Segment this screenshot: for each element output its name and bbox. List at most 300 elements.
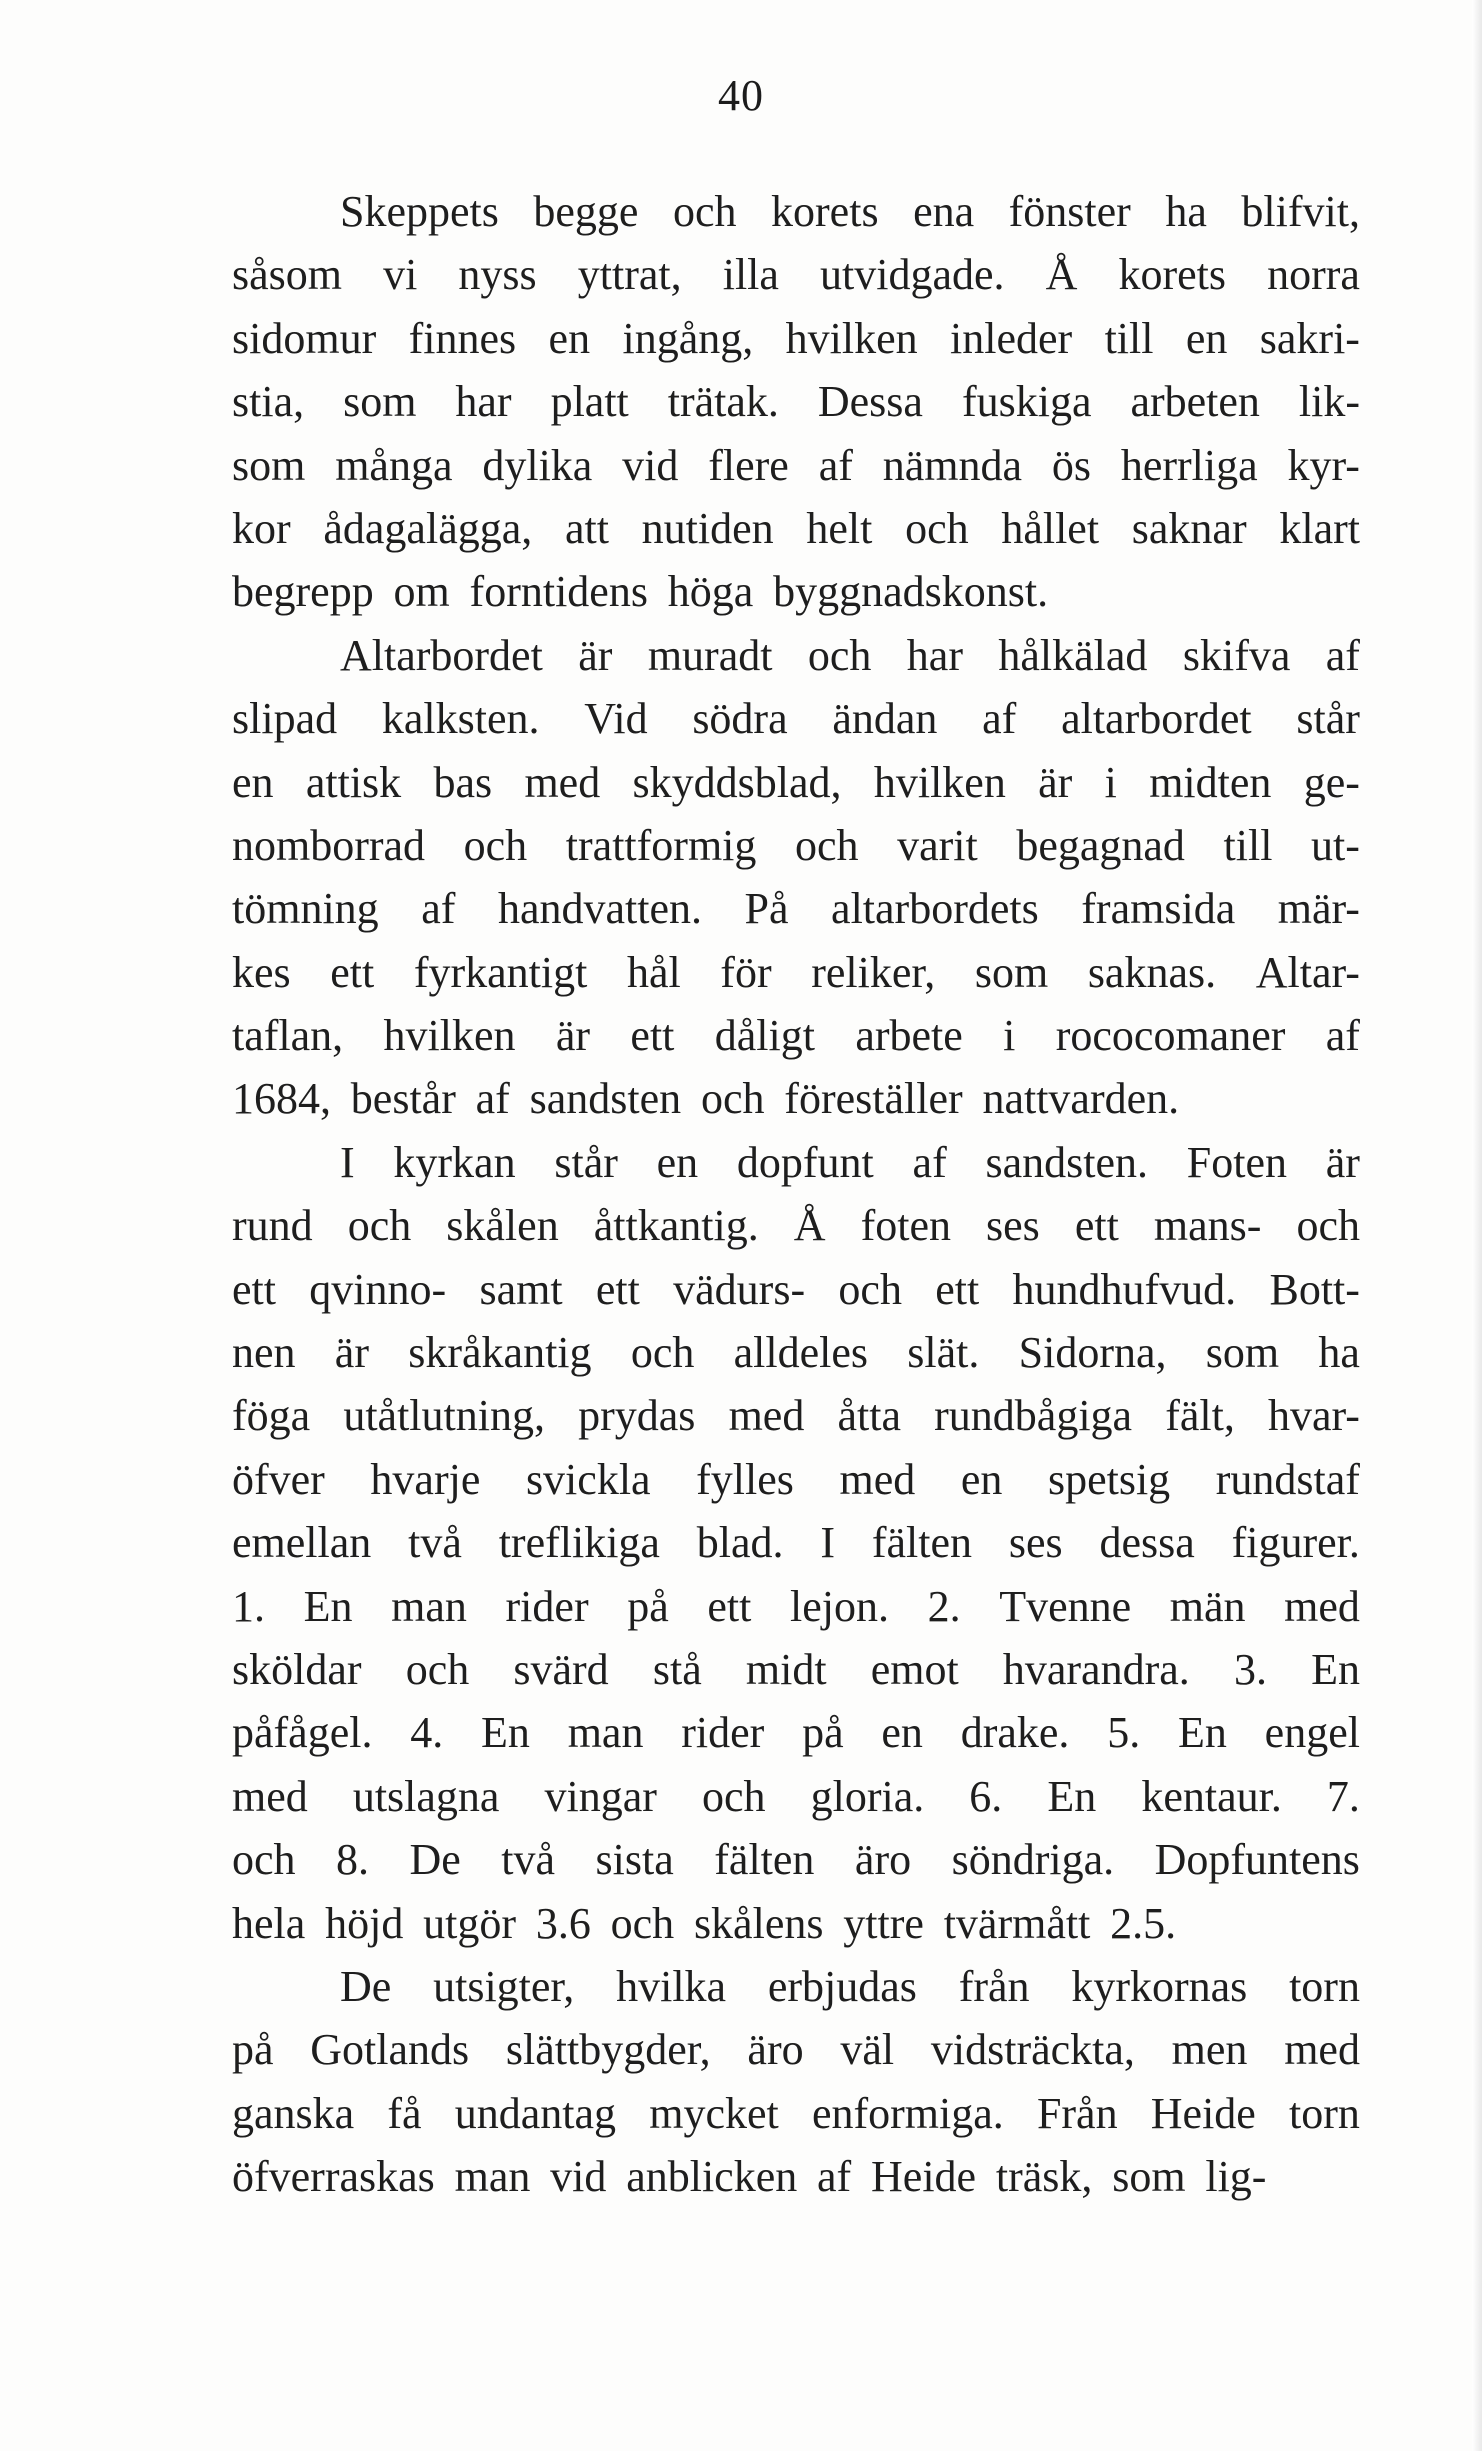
word: nomborrad <box>232 820 426 870</box>
word: Heide <box>1150 2088 1256 2138</box>
word: är <box>1038 757 1073 807</box>
word: vid <box>622 440 679 490</box>
word: kyr- <box>1287 440 1360 490</box>
word: föreställer <box>784 1074 963 1124</box>
word: af <box>1325 1011 1360 1061</box>
word: hvilka <box>616 1961 727 2011</box>
word: I <box>820 1518 836 1568</box>
word: dylika <box>482 440 593 490</box>
word: lik- <box>1298 377 1360 427</box>
word: mär- <box>1277 884 1360 934</box>
word: består <box>350 1074 456 1124</box>
word: af <box>421 884 456 934</box>
word: skålens <box>693 1898 824 1948</box>
word: vädurs- <box>673 1264 806 1314</box>
word: reliker, <box>811 947 936 997</box>
word: män <box>1169 1581 1246 1631</box>
word: sköldar <box>232 1644 362 1694</box>
word: undantag <box>454 2088 617 2138</box>
text-line <box>232 370 1360 433</box>
word: yttrat, <box>577 250 682 300</box>
word: två <box>501 1835 556 1885</box>
word: rund <box>232 1201 313 1251</box>
word: begrepp <box>232 567 374 617</box>
word: man <box>391 1581 467 1631</box>
word: slipad <box>232 694 338 744</box>
word: öfverraskas <box>232 2152 435 2202</box>
word: hål <box>626 947 681 997</box>
word: ös <box>1051 440 1091 490</box>
word: inleder <box>950 313 1073 363</box>
text-line <box>232 1258 1360 1321</box>
text-line <box>232 1004 1360 1067</box>
word: En <box>1178 1708 1227 1758</box>
word: påfågel. <box>232 1708 373 1758</box>
word: hvarje <box>370 1454 481 1504</box>
word: utsigter, <box>433 1961 575 2011</box>
word: helt <box>806 503 873 553</box>
word: af <box>1325 630 1360 680</box>
text-line <box>232 497 1360 560</box>
word: mycket <box>649 2088 779 2138</box>
word: altarbordet <box>1061 694 1252 744</box>
word: nutiden <box>641 503 774 553</box>
word: korets <box>771 187 879 236</box>
word: På <box>744 884 789 934</box>
word: 1. <box>232 1581 265 1631</box>
text-line <box>232 1448 1360 1511</box>
word: i <box>1104 757 1117 807</box>
word: ganska <box>232 2088 355 2138</box>
word: ett <box>935 1264 980 1314</box>
text-line <box>232 1067 1360 1130</box>
word: hvilken <box>785 313 918 363</box>
word: utslagna <box>352 1771 500 1821</box>
word: Gotlands <box>310 2025 470 2075</box>
word: 7. <box>1326 1771 1360 1821</box>
word: kyrkornas <box>1071 1961 1248 2011</box>
text-line <box>232 1828 1360 1891</box>
word: herrliga <box>1120 440 1258 490</box>
text-line <box>232 180 1360 243</box>
word: 8. <box>336 1835 370 1885</box>
word: skifva <box>1182 630 1291 680</box>
word: finnes <box>408 313 517 363</box>
word: altarbordets <box>831 884 1039 934</box>
word: stia, <box>232 377 305 427</box>
word: muradt <box>647 630 773 680</box>
word: utvidgade. <box>820 250 1005 300</box>
word: 4. <box>410 1708 444 1758</box>
text-line <box>232 560 1360 623</box>
text-line <box>232 1955 1360 2018</box>
word: trätak. <box>667 377 779 427</box>
word: är <box>578 630 613 680</box>
text-line <box>232 877 1360 940</box>
word: är <box>555 1011 591 1061</box>
word: ses <box>1008 1518 1063 1568</box>
word: man <box>454 2152 531 2202</box>
word: af <box>982 694 1017 744</box>
text-line <box>232 1194 1360 1257</box>
word: De <box>340 1961 392 2011</box>
word: 1684, <box>232 1074 331 1124</box>
word: alldeles <box>733 1328 868 1378</box>
word: och <box>463 820 528 870</box>
page-number: 40 <box>718 71 764 120</box>
word: forntidens <box>469 567 648 617</box>
word: från <box>958 1961 1030 2011</box>
word: man <box>567 1708 644 1758</box>
word: och <box>1296 1201 1360 1251</box>
text-line <box>232 941 1360 1004</box>
word: 6. <box>969 1771 1003 1821</box>
text-line <box>232 1384 1360 1447</box>
word: föga <box>232 1391 311 1441</box>
word: En <box>1311 1644 1360 1694</box>
word: står <box>554 1137 618 1187</box>
word: blifvit, <box>1241 187 1360 236</box>
word: tvärmått <box>943 1898 1091 1948</box>
word: sista <box>595 1835 674 1885</box>
word: att <box>564 503 609 553</box>
word: ändan <box>832 694 938 744</box>
word: ge- <box>1303 757 1360 807</box>
word: begge <box>533 187 639 236</box>
word: för <box>720 947 772 997</box>
word: rider <box>681 1708 765 1758</box>
word: handvatten. <box>497 884 702 934</box>
word: dopfunt <box>736 1137 874 1187</box>
word: två <box>408 1518 462 1568</box>
word: midten <box>1149 757 1272 807</box>
word: skyddsblad, <box>632 757 842 807</box>
word: Heide <box>871 2152 977 2202</box>
word: fönster <box>1008 187 1131 236</box>
word: emellan <box>232 1518 372 1568</box>
word: tömning <box>232 884 379 934</box>
word: om <box>393 567 450 617</box>
word: sakri- <box>1259 313 1360 363</box>
word: drake. <box>960 1708 1070 1758</box>
word: blad. <box>696 1518 784 1568</box>
word: 3.6 <box>535 1898 591 1948</box>
word: svickla <box>525 1454 651 1504</box>
text-line <box>232 624 1360 687</box>
word: af <box>475 1074 510 1124</box>
word: vid <box>550 2152 607 2202</box>
word: illa <box>722 250 779 300</box>
word: midt <box>745 1644 827 1694</box>
word: hela <box>232 1898 306 1948</box>
word: af <box>912 1137 947 1187</box>
word: väl <box>840 2025 895 2075</box>
word: och <box>838 1264 902 1314</box>
word: många <box>335 440 453 490</box>
word: i <box>1003 1011 1016 1061</box>
word: yttre <box>843 1898 924 1948</box>
word: ett <box>707 1581 752 1631</box>
word: nen <box>232 1328 296 1378</box>
word: erbjudas <box>767 1961 917 2011</box>
word: är <box>1325 1137 1360 1187</box>
word: och <box>405 1644 470 1694</box>
word: med <box>1284 1581 1360 1631</box>
word: kyrkan <box>393 1137 516 1187</box>
word: ett <box>595 1264 640 1314</box>
word: treflikiga <box>498 1518 660 1568</box>
text-line <box>232 1511 1360 1574</box>
word: svärd <box>513 1644 609 1694</box>
word: utgör <box>423 1898 517 1948</box>
word: fyrkantigt <box>413 947 588 997</box>
word: hållet <box>1001 503 1100 553</box>
word: rundstaf <box>1215 1454 1360 1504</box>
word: 2.5. <box>1110 1898 1177 1948</box>
word: flere <box>708 440 789 490</box>
word: ha <box>1165 187 1207 236</box>
word: höga <box>667 567 754 617</box>
word: till <box>1223 820 1273 870</box>
word: ses <box>986 1201 1040 1251</box>
word: fält, <box>1165 1391 1235 1441</box>
text-line <box>232 687 1360 750</box>
word: slät. <box>907 1328 980 1378</box>
text-line <box>232 243 1360 306</box>
text-line <box>232 307 1360 370</box>
text-line <box>232 1575 1360 1638</box>
word: till <box>1104 313 1154 363</box>
word: I <box>340 1137 355 1187</box>
word: 2. <box>927 1581 961 1631</box>
word: som <box>1205 1328 1280 1378</box>
word: rider <box>505 1581 589 1631</box>
word: ådagalägga, <box>323 503 533 553</box>
word: Altar- <box>1255 947 1360 997</box>
word: och <box>347 1201 412 1251</box>
word: Skeppets <box>340 187 499 236</box>
word: ett <box>330 947 375 997</box>
text-line <box>232 2082 1360 2145</box>
text-line <box>232 1638 1360 1701</box>
word: emot <box>870 1644 959 1694</box>
word: enformiga. <box>811 2088 1004 2138</box>
word: ett <box>232 1264 276 1314</box>
word: med <box>728 1391 805 1441</box>
word: engel <box>1264 1708 1360 1758</box>
word: och <box>630 1328 695 1378</box>
word: fälten <box>871 1518 973 1568</box>
word: Från <box>1036 2088 1118 2138</box>
word: En <box>481 1708 530 1758</box>
word: en <box>656 1137 699 1187</box>
word: klart <box>1279 503 1360 553</box>
word: prydas <box>578 1391 696 1441</box>
word: åttkantig. <box>593 1201 759 1251</box>
word: samt <box>479 1264 563 1314</box>
word: en <box>548 313 591 363</box>
word: En <box>303 1581 353 1631</box>
word: en <box>232 757 274 807</box>
word: som <box>232 440 306 490</box>
word: men <box>1171 2025 1248 2075</box>
word: saknas. <box>1087 947 1217 997</box>
word: fylles <box>696 1454 794 1504</box>
text-line <box>232 814 1360 877</box>
word: De <box>409 1835 461 1885</box>
word: kes <box>232 947 291 997</box>
word: på <box>627 1581 669 1631</box>
word: hvilken <box>873 757 1006 807</box>
word: nyss <box>458 250 537 300</box>
word: qvinno- <box>309 1264 447 1314</box>
word: sandsten <box>529 1074 682 1124</box>
word: torn <box>1289 2088 1360 2138</box>
word: nattvarden. <box>982 1074 1180 1124</box>
word: med <box>232 1771 308 1821</box>
word: nämnda <box>882 440 1023 490</box>
word: en <box>881 1708 923 1758</box>
text-line <box>232 1131 1360 1194</box>
word: vidsträckta, <box>930 2025 1135 2075</box>
word: rococomaner <box>1055 1011 1286 1061</box>
word: arbete <box>855 1011 963 1061</box>
word: norra <box>1267 250 1360 300</box>
text-line <box>232 1892 1360 1955</box>
word: och <box>794 820 859 870</box>
word: En <box>1047 1771 1097 1821</box>
word: af <box>817 2152 852 2202</box>
word: har <box>455 377 512 427</box>
word: begagnad <box>1016 820 1185 870</box>
word: som <box>1112 2152 1186 2202</box>
word: äro <box>747 2025 804 2075</box>
word: slättbygder, <box>505 2025 711 2075</box>
word: kentaur. <box>1141 1771 1282 1821</box>
word: Sidorna, <box>1018 1328 1167 1378</box>
word: och <box>700 1074 765 1124</box>
word: fälten <box>714 1835 815 1885</box>
word: få <box>387 2088 422 2138</box>
word: trattformig <box>565 820 757 870</box>
word: taflan, <box>232 1011 344 1061</box>
word: platt <box>550 377 629 427</box>
word: och <box>807 630 872 680</box>
word: kor <box>232 503 291 553</box>
word: rundbågiga <box>934 1391 1133 1441</box>
word: Å <box>1045 250 1078 300</box>
word: Vid <box>584 694 648 744</box>
word: varit <box>897 820 978 870</box>
word: höjd <box>325 1898 404 1948</box>
text-line <box>232 2145 1360 2208</box>
body-text <box>232 180 1360 2209</box>
word: spetsig <box>1047 1454 1171 1504</box>
word: hvarandra. <box>1002 1644 1190 1694</box>
text-line <box>232 2018 1360 2081</box>
word: framsida <box>1081 884 1236 934</box>
word: af <box>818 440 853 490</box>
word: utåtlutning, <box>343 1391 545 1441</box>
word: korets <box>1118 250 1227 300</box>
word: 3. <box>1233 1644 1267 1694</box>
word: södra <box>692 694 788 744</box>
word: anblicken <box>626 2152 798 2202</box>
word: dessa <box>1099 1518 1195 1568</box>
word: öfver <box>232 1454 325 1504</box>
word: en <box>960 1454 1003 1504</box>
word: figurer. <box>1231 1518 1360 1568</box>
word: sidomur <box>232 313 377 363</box>
word: står <box>1296 694 1360 744</box>
word: och <box>905 503 969 553</box>
word: och <box>610 1898 675 1948</box>
word: och <box>672 187 737 236</box>
word: saknar <box>1131 503 1247 553</box>
word: har <box>906 630 963 680</box>
word: med <box>524 757 601 807</box>
word: på <box>802 1708 844 1758</box>
word: söndriga. <box>951 1835 1115 1885</box>
word: och <box>702 1771 766 1821</box>
word: ena <box>913 187 975 236</box>
text-line <box>232 1701 1360 1764</box>
word: ett <box>630 1011 675 1061</box>
word: vi <box>383 250 418 300</box>
word: som <box>343 377 417 427</box>
word: hvilken <box>383 1011 516 1061</box>
word: Altarbordet <box>340 630 543 680</box>
word: såsom <box>232 250 342 300</box>
word: fuskiga <box>961 377 1092 427</box>
word: ut- <box>1311 820 1360 870</box>
word: hålkälad <box>998 630 1148 680</box>
word: 5. <box>1107 1708 1141 1758</box>
word: foten <box>860 1201 951 1251</box>
word: Foten <box>1186 1137 1287 1187</box>
word: träsk, <box>995 2152 1093 2202</box>
word: en <box>1185 313 1228 363</box>
word: Å <box>793 1201 826 1251</box>
word: sandsten. <box>985 1137 1149 1187</box>
word: Dopfuntens <box>1154 1835 1360 1885</box>
word: arbeten <box>1130 377 1260 427</box>
word: lig- <box>1205 2152 1267 2202</box>
word: skålen <box>446 1201 559 1251</box>
word: bas <box>433 757 493 807</box>
word: åtta <box>837 1391 901 1441</box>
word: skråkantig <box>408 1328 592 1378</box>
word: vingar <box>544 1771 657 1821</box>
word: ha <box>1318 1328 1360 1378</box>
page-edge-shadow <box>1472 0 1482 2451</box>
word: dåligt <box>714 1011 815 1061</box>
word: stå <box>652 1644 702 1694</box>
word: ingång, <box>622 313 754 363</box>
word: ett <box>1074 1201 1119 1251</box>
word: attisk <box>305 757 402 807</box>
word: äro <box>854 1835 912 1885</box>
word: och <box>232 1835 296 1885</box>
text-line <box>232 1765 1360 1828</box>
word: Dessa <box>817 377 923 427</box>
word: mans- <box>1153 1201 1262 1251</box>
word: Tvenne <box>999 1581 1132 1631</box>
word: med <box>839 1454 916 1504</box>
word: lejon. <box>789 1581 889 1631</box>
text-line <box>232 751 1360 814</box>
word: som <box>974 947 1049 997</box>
